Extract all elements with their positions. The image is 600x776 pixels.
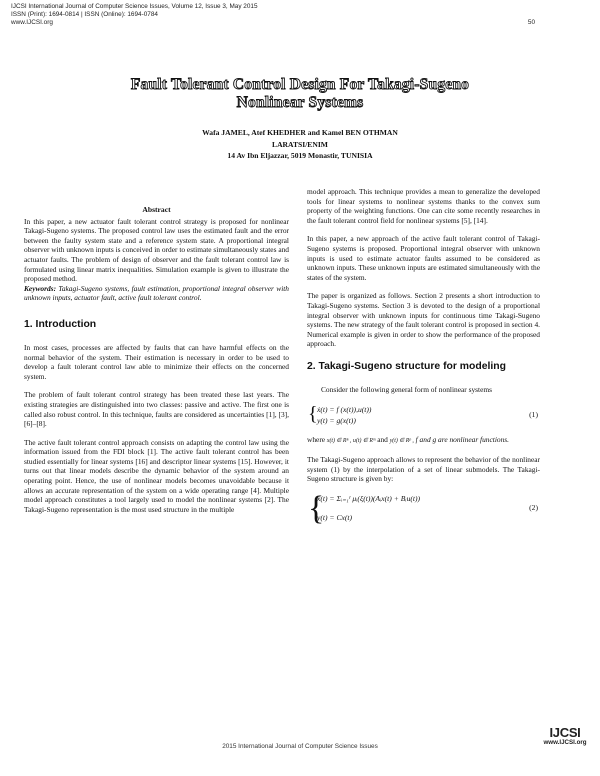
where-sentence bbox=[307, 435, 540, 447]
journal-line: IJCSI International Journal of Computer Science Issues, Volume 12, Issue 3, May 2015 bbox=[11, 3, 258, 10]
where-u: u(t) ∈ Rᵐ bbox=[353, 437, 376, 444]
intro-paragraph-4: model approach. This technique provides a mean to generalize the developed tools for linear systems to nonlinear systems thanks to the convex sum property of the weighting functions. One can cite some recently researches in the fault tolerant control field for nonlinear systems [5], [14]. bbox=[307, 187, 540, 225]
site-line: www.IJCSI.org bbox=[11, 19, 53, 27]
running-header bbox=[11, 3, 589, 28]
authors: Wafa JAMEL, Atef KHEDHER and Kamel BEN OTHMAN bbox=[202, 128, 398, 137]
title-line-2: Nonlinear Systems bbox=[236, 94, 364, 111]
intro-paragraph-3: The active fault tolerant control approach consists on adapting the control law using the information issued from the FDI block [1]. The active fault tolerant control has been studied essentially for linear systems [16] and descriptor linear systems [15]. However, it turns out that linear models describe the dynamic behavior of the system around an operating point. Hence, the use of nonlinear models becomes unavoidable because it allows an accurate representation of the system on a wide operating range [4]. Multiple model approach constitutes a tool largely used to model the nonlinear systems [2]. The Takagi-Sugeno representation is the most used structure in the multiple bbox=[24, 437, 289, 514]
address: 14 Av Ibn Eljazzar, 5019 Monastir, TUNISIA bbox=[227, 151, 373, 160]
page-number: 50 bbox=[527, 19, 535, 26]
equation-1-line-1: ẋ(t) = f (x(t)),u(t)) bbox=[317, 404, 372, 414]
section2-heading: 2. Takagi-Sugeno structure for modeling bbox=[307, 360, 506, 372]
logo-mark: IJCSI bbox=[549, 725, 581, 740]
title-line-1: Fault Tolerant Control Design For Takagi-Sugeno bbox=[130, 76, 470, 93]
where-and: and bbox=[377, 434, 388, 444]
equation-2 bbox=[307, 489, 540, 527]
equation-2-line-1: ẋ(t) = Σᵢ₌₁ʳ μᵢ(ξ(t))(Aᵢx(t) + Bᵢu(t)) bbox=[317, 493, 421, 503]
abstract-text: In this paper, a new actuator fault tolerant control strategy is proposed for nonlinear Takagi-Sugeno systems. The proposed control law uses the estimated fault and the error between the faulty system state and a reference system state. A proportional integral observer with unknown inputs is conceived in order to estimate simultaneously states and actuator faults. The problem of design of observer and the fault tolerant control law is formulated using linear matrix inequalities. Simulation example is given to illustrate the proposed method. bbox=[24, 216, 289, 284]
where-prefix: where bbox=[307, 434, 326, 444]
page-footer: 2015 International Journal of Computer Science Issues bbox=[222, 743, 378, 750]
intro-paragraph-2: The problem of fault tolerant control strategy has been treated these last years. The existing strategies are distinguished into two classes: passive and active. The first one is called also robust control. In this technique, faults are considered as uncertainties [1], [3], [6]–[8]. bbox=[24, 390, 289, 429]
equation-1-line-2: y(t) = g(x(t)) bbox=[317, 415, 356, 425]
equation-1-number: (1) bbox=[529, 409, 538, 419]
paper-title bbox=[0, 76, 600, 112]
equation-2-number: (2) bbox=[529, 502, 538, 512]
keywords bbox=[24, 284, 289, 303]
equation-2-line-2: y(t) = Cx(t) bbox=[317, 512, 353, 522]
intro-heading: 1. Introduction bbox=[24, 318, 97, 330]
issn-line: ISSN (Print): 1694-0814 | ISSN (Online): 1694-0784 bbox=[11, 11, 158, 19]
where-tail: f and g are nonlinear functions. bbox=[415, 434, 509, 444]
equation-1 bbox=[307, 404, 540, 426]
intro-paragraph-6: The paper is organized as follows. Section 2 presents a short introduction to Takagi-Sugeno systems. Section 3 is devoted to the design of a proportional integral observer with unknown inputs for continuous time Takagi-Sugeno systems. The new strategy of the fault tolerant control is proposed in section 4. Numerical example is given in order to show the performance of the proposed approach. bbox=[307, 291, 540, 349]
equation-1-brace: { bbox=[308, 402, 318, 425]
intro-paragraph-1: In most cases, processes are affected by faults that can have harmful effects on the normal behavior of the system. Their estimation is necessary in order to be used to develop a fault tolerant control law able to minimize their effects on the concerned system. bbox=[24, 342, 289, 381]
ijcsi-logo bbox=[537, 727, 593, 746]
section2-paragraph-2: The Takagi-Sugeno approach allows to represent the behavior of the nonlinear system (1) by the interpolation of a set of linear submodels. The Takagi-Sugeno structure is given by: bbox=[307, 455, 540, 484]
author-block bbox=[0, 127, 600, 162]
section2-paragraph-1: Consider the following general form of nonlinear systems bbox=[321, 384, 492, 394]
keywords-text: Takagi-Sugeno systems, fault estimation, proportional integral observer with unknown inputs, actuator fault, active fault tolerant control. bbox=[24, 283, 289, 303]
where-x: x(t) ∈ Rⁿ , bbox=[326, 437, 352, 444]
left-column bbox=[24, 205, 289, 523]
intro-paragraph-5: In this paper, a new approach of the active fault tolerant control of Takagi-Sugeno systems is proposed. Proportional integral observer with unknown inputs is used to estimate actuator faults assumed to be considered as unknown inputs. These unknown inputs are estimated simultaneously with the states of the system. bbox=[307, 234, 540, 282]
right-column bbox=[307, 187, 540, 532]
keywords-label: Keywords: bbox=[24, 283, 57, 293]
affiliation: LARATSI/ENIM bbox=[272, 139, 328, 149]
logo-url: www.IJCSI.org bbox=[543, 739, 587, 746]
where-y: y(t) ∈ Rᵖ , bbox=[389, 437, 414, 444]
equation-2-brace: { bbox=[308, 489, 325, 527]
abstract-heading: Abstract bbox=[142, 205, 171, 214]
